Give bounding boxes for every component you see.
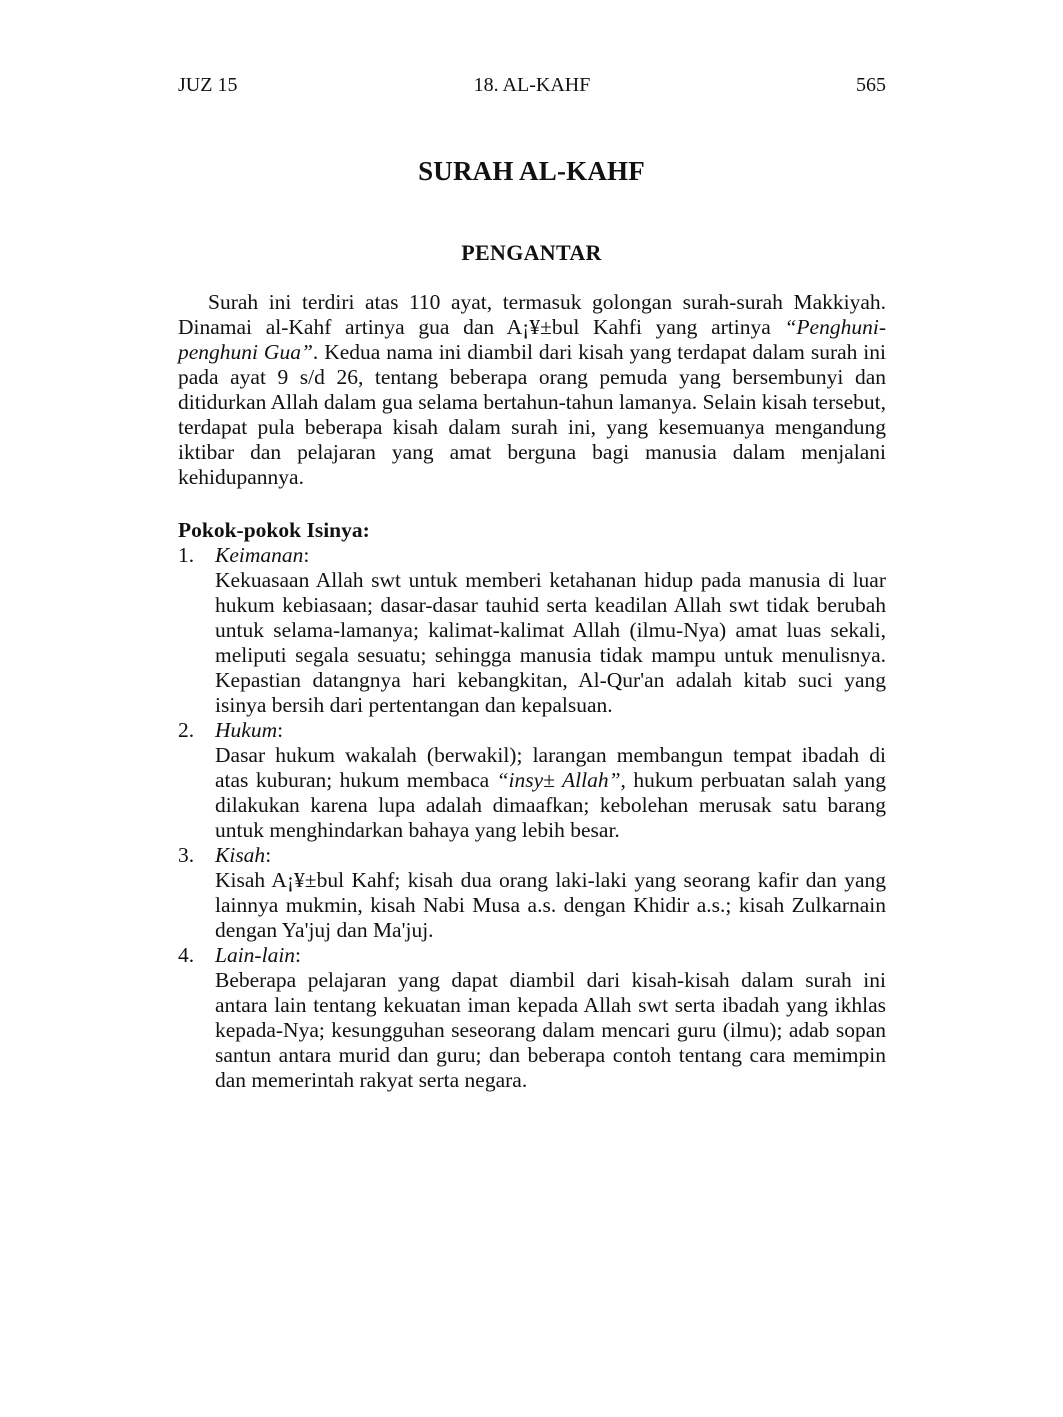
section-heading-pengantar: PENGANTAR [461,240,602,265]
list-item-body: Kekuasaan Allah swt untuk memberi ketahanan hidup pada manusia di luar hukum kebiasaan; dasar-dasar tauhid serta keadilan Allah swt tidak berubah untuk selama-lamanya; kalimat-kalimat Allah (ilmu-Nya) amat luas sekali, meliputi segala sesuatu; sehingga manusia tidak mampu untuk menulisnya. Kepastian datangnya hari kebangkitan, Al-Qur'an adalah kitab suci yang isinya bersih dari pertentangan dan kepalsuan. [215,568,886,717]
list-item-label: Keimanan [215,543,304,567]
list-item-body-text-2: , hukum perbuatan salah yang dilakukan karena lupa adalah dimaafkan; kebolehan merusak satu barang untuk menghindarkan bahaya yang lebih besar. [215,768,886,842]
list-item-label-wrap: Hukum: [215,718,284,742]
list-item-body [178,743,886,843]
list-item [178,718,886,843]
intro-paragraph [178,290,886,490]
list-item-label-wrap: Lain-lain: [215,943,302,967]
list-item-number: 2. [178,718,195,742]
list-item-label: Lain-lain [215,943,296,967]
section-heading-pokok: Pokok-pokok Isinya: [178,518,370,542]
list-item-label: Kisah [215,843,266,867]
list-item-body: Beberapa pelajaran yang dapat diambil dari kisah-kisah dalam surah ini antara lain tentang kekuatan iman kepada Allah swt serta ibadah yang ikhlas kepada-Nya; kesungguhan seseorang dalam mencari guru (ilmu); adab sopan santun antara murid dan guru; dan beberapa contoh tentang cara memimpin dan memerintah rakyat serta negara. [215,968,886,1092]
list-item [178,943,886,1093]
list-item-number: 3. [178,843,195,867]
list-item-number: 1. [178,543,195,567]
list-item-body-italic: “insy± Allah” [496,768,621,792]
intro-text-1: Surah ini terdiri atas 110 ayat, termasuk golongan surah-surah Makkiyah. Dinamai al-Kahf artinya gua dan A¡¥±bul Kahfi yang artinya [178,290,886,339]
intro-text-2: . Kedua nama ini diambil dari kisah yang terdapat dalam surah ini pada ayat 9 s/d 26, tentang beberapa orang pemuda yang bersembunyi dan ditidurkan Allah dalam gua selama bertahun-tahun lamanya. Selain kisah tersebut, terdapat pula beberapa kisah dalam surah ini, yang kesemuanya mengandung iktibar dan pelajaran yang amat berguna bagi manusia dalam menjalani kehidupannya. [178,340,886,489]
list-item-label-wrap: Keimanan: [215,543,310,567]
list-item-body: Kisah A¡¥±bul Kahf; kisah dua orang laki-laki yang seorang kafir dan yang lainnya mukmin, kisah Nabi Musa a.s. dengan Khidir a.s.; kisah Zulkarnain dengan Ya'juj dan Ma'juj. [215,868,886,942]
page-title: SURAH AL-KAHF [418,156,645,186]
list-item-body-text-1: Dasar hukum wakalah (berwakil); larangan membangun tempat ibadah di atas kuburan; hukum membaca [215,743,886,792]
header-surah: 18. AL-KAHF [473,74,591,96]
list-item [178,843,886,943]
points-list [178,543,886,1093]
running-header [178,74,886,102]
intro-italic: “Penghuni-penghuni Gua” [178,315,886,364]
list-item-label-wrap: Kisah: [215,843,272,867]
header-juz: JUZ 15 [178,74,238,96]
list-item-number: 4. [178,943,195,967]
list-item [178,543,886,718]
list-item-label: Hukum [215,718,278,742]
page-number: 565 [856,74,886,96]
